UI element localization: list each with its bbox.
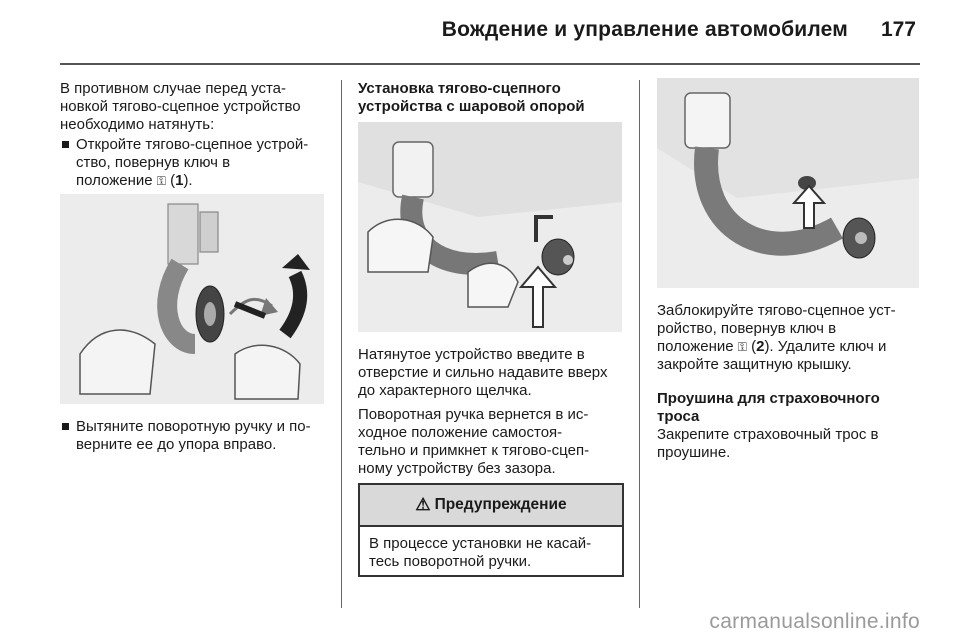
page-number: 177 xyxy=(880,18,916,41)
warning-text: В процессе установки не касай- тесь поворотной ручки. xyxy=(369,535,592,570)
figure-ref-2: 2 xyxy=(756,338,765,355)
bullet-marker xyxy=(62,423,69,430)
column-divider-left xyxy=(341,80,342,608)
intro-paragraph: В противном случае перед уста- новкой тягово-сцепное устройство необходимо натянуть: xyxy=(60,80,301,133)
key-locked-icon: ⚿ xyxy=(737,340,747,354)
bullet-marker xyxy=(62,141,69,148)
handle-return-paragraph: Поворотная ручка вернется в ис- ходное положение самостоя- тельно и примкнет к тягово-сцеп- ному устройству без зазора. xyxy=(358,406,590,477)
page-header-title: Вождение и управление автомобилем xyxy=(441,18,848,41)
warning-title: Предупреждение xyxy=(434,496,567,513)
column-3 xyxy=(657,302,927,462)
illustration-inserting-towbar xyxy=(358,122,622,332)
instruction-bullet-open: Откройте тягово-сцепное устрой- ство, повернув ключ в положение ⚿ (1). xyxy=(60,136,330,190)
lock-paragraph: Заблокируйте тягово-сцепное уст- ройство, повернув ключ в положение ⚿ (2). Удалите ключ и закройте защитную крышку. xyxy=(657,302,896,373)
insert-paragraph: Натянутое устройство введите в отверстие и сильно надавите вверх до характерного щелчка. xyxy=(358,346,608,399)
header-rule xyxy=(60,63,920,65)
illustration-opening-towbar xyxy=(60,194,324,404)
warning-triangle-icon: ⚠ xyxy=(415,495,431,514)
column-divider-right xyxy=(639,80,640,608)
key-unlocked-icon: ⚿ xyxy=(156,174,166,188)
column-2 xyxy=(358,80,628,116)
safety-cable-paragraph: Закрепите страховочный трос в проушине. xyxy=(657,426,879,461)
illustration-locking-towbar xyxy=(657,78,919,288)
watermark: carmanualsonline.info xyxy=(709,610,920,633)
section-heading-safety-cable: Проушина для страховочного троса xyxy=(657,390,880,425)
instruction-bullet-handle: Вытяните поворотную ручку и по- верните ее до упора вправо. xyxy=(60,418,330,454)
column-1 xyxy=(60,80,330,190)
warning-header xyxy=(360,485,622,527)
figure-ref-1: 1 xyxy=(175,172,184,189)
section-heading-installation: Установка тягово-сцепного устройства с шаровой опорой xyxy=(358,80,585,115)
column-1-lower xyxy=(60,418,330,454)
warning-box xyxy=(358,483,624,577)
column-2-lower xyxy=(358,346,628,478)
